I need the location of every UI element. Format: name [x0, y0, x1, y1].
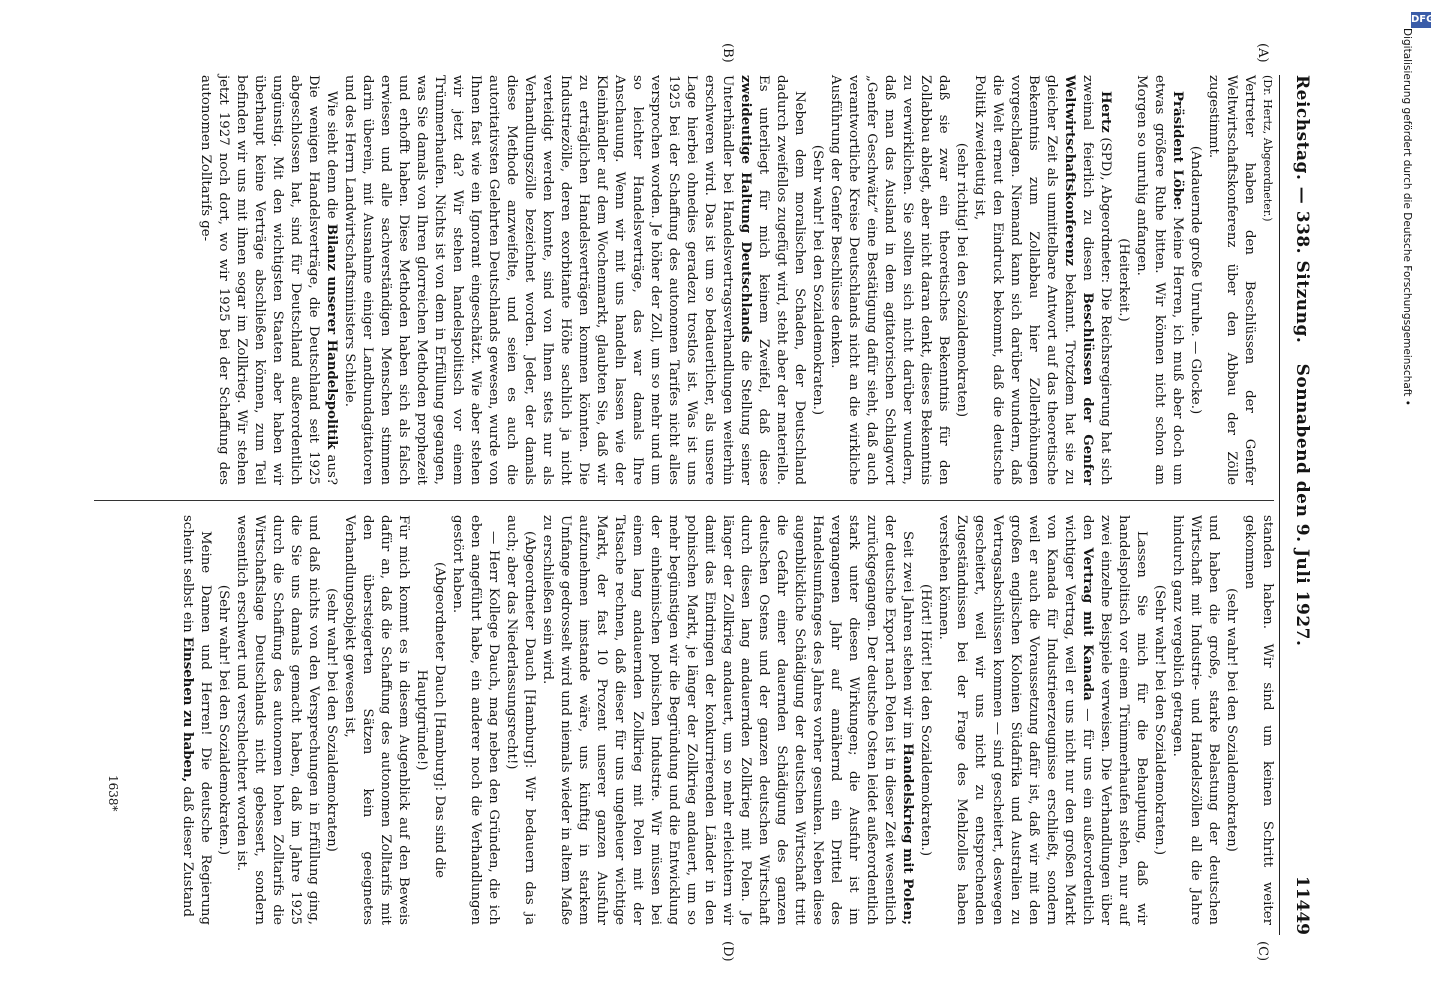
interjection: (Sehr wahr! bei den Sozialdemokraten.): [810, 144, 825, 416]
interjection: (sehr richtig! bei den Sozialdemokraten): [954, 142, 969, 418]
speaker-name: Hertz: [1098, 91, 1113, 133]
emphasis: Beschlüssen der Genfer Weltwirtschaftskonferenz: [1062, 75, 1095, 485]
interjection: (Hört! Hört! bei den Sozialdemokraten.): [918, 583, 933, 857]
header-session: Reichstag. — 338. Sitzung.: [1292, 75, 1312, 344]
emphasis: Handelskrieg mit Polen;: [900, 743, 915, 925]
emphasis: Einsehen zu haben,: [180, 636, 195, 783]
interjection: (Sehr wahr! bei den Sozialdemokraten.): [1152, 584, 1167, 856]
interjection: (Abgeordneter Dauch [Hamburg]: Wir bedauern das ja auch; aber das Niederlassungsrecht!): [504, 515, 537, 925]
paragraph: standen haben. Wir sind um keinen Schritt weiter gekommen: [1242, 515, 1275, 925]
emphasis: Bilanz unserer Handelspolitik: [324, 223, 339, 450]
paragraph: Meine Damen und Herren! Die deutsche Regierung scheint selbst ein Einsehen zu haben, daß dieser Zustand: [180, 515, 213, 925]
interjection: (Heiterkeit.): [1116, 238, 1131, 322]
interjection: (Abgeordneter Dauch [Hamburg]: Das sind die Hauptgründe!): [414, 562, 447, 878]
margin-mark-c: (C): [1255, 941, 1270, 962]
paragraph: Präsident Löbe: Meine Herren, ich muß aber doch um etwas größere Ruhe bitten. Wir können nicht schon am Morgen so unruhig anfangen.: [1134, 75, 1185, 485]
header-page-number: 11449: [1292, 875, 1312, 935]
dfg-credit-text: Digitalisierung gefördert durch die Deutsche Forschungsgemeinschaft •: [1401, 28, 1413, 406]
paragraph: Hertz (SPD), Abgeordneter: Die Reichsregierung hat sich zweimal feierlich zu diesen Beschlüssen der Genfer Weltwirtschaftskonferenz bekannt. Trotzdem hat sie zu gleicher Zeit als unmittelbare Antwort auf das theoretische Bekenntnis zum Zollabbau hier Zollerhöhungen vorgeschlagen. Niemand kann sich darüber wundern, daß die Welt erneut den Eindruck bekommt, daß die deutsche Politik zweideutig ist,: [972, 75, 1113, 485]
margin-mark-b: (B): [720, 43, 735, 63]
dfg-sidebar: [1401, 8, 1434, 908]
interjection: (sehr wahr! bei den Sozialdemokraten): [1224, 588, 1239, 852]
column-divider: [94, 500, 1274, 501]
interjection: (sehr wahr! bei den Sozialdemokraten): [324, 588, 339, 852]
right-column: [178, 515, 1276, 925]
paragraph: Wie sieht denn die Bilanz unserer Handelspolitik aus? Die wenigen Handelsverträge, die Deutschland seit 1925 abgeschlossen hat, sind für Deutschland außerordentlich ungünstig. Mit den wichtigsten Staaten aber haben wir überhaupt keine Verträge abschließen können, zum Teil befinden wir uns mit ihnen sogar im Zollkrieg. Wir stehen jetzt 1927 noch dort, wo wir 1925 bei der Schaffung des autonomen Zolltarifs ge-: [198, 75, 339, 485]
paragraph: und daß nichts von den Versprechungen in Erfüllung ging, die Sie uns damals gemacht haben, daß im Jahre 1925 durch die Schaffung des autonomen hohen Zolltarifs die Wirtschaftslage Deutschlands nicht gebessert, sondern wesentlich erschwert und verschlechtert worden ist.: [234, 515, 321, 925]
rotated-document-page: [80, 43, 1320, 962]
speaker-name: Präsident Löbe:: [1170, 91, 1185, 211]
emphasis: zweideutige Haltung Deutschlands: [738, 75, 753, 343]
paragraph: Lassen Sie mich für die Behauptung, daß wir handelspolitisch vor einem Trümmerhaufen stehen, nur auf zwei einzelne Beispiele verweisen. Die Verhandlungen über den Vertrag mit Kanada — für uns ein außerordentlich wichtiger Vertrag, weil er uns nicht nur den großen Markt von Kanada für Industrieerzeugnisse erschließt, sondern weil er auch die Voraussetzung dafür ist, daß wir mit den großen englischen Kolonien Südafrika und Australien zu Vertragsabschlüssen kommen — sind gescheitert, deswegen gescheitert, weil wir uns nicht zu entsprechenden Zugeständnissen bei der Frage des Mehlzolles haben verstehen können.: [936, 515, 1149, 926]
paragraph: Für mich kommt es in diesem Augenblick auf den Beweis dafür an, daß die Schaffung des autonomen Zolltarifs mit den übersteigerten Sätzen kein geeignetes Verhandlungsobjekt gewesen ist,: [342, 515, 411, 925]
left-column: [196, 75, 1276, 485]
paragraph: — Herr Kollege Dauch, mag neben den Gründen, die ich eben angeführt habe, ein anderer noch die Verhandlungen gestört haben.: [450, 515, 501, 925]
margin-mark-d: (D): [720, 941, 735, 962]
paragraph: Neben dem moralischen Schaden, der Deutschland dadurch zweifellos zugefügt wird, steht aber der materielle. Es unterliegt für mich keinem Zweifel, daß diese zweideutige Haltung Deutschlands die Stellung seiner Unterhändler bei Handelsvertragsverhandlungen weiterhin erschweren wird. Das ist um so bedauerlicher, als unsere Lage hierbei ohnedies geradezu trostlos ist. Was ist uns 1925 bei der Schaffung des autonomen Tarifes nicht alles versprochen worden. Je höher der Zoll, um so mehr und um so leichter Handelsverträge, das war damals Ihre Anschauung. Wenn wir mit uns handeln lassen wie der Kleinhändler auf dem Wochenmarkt, glaubten Sie, daß wir zu erträglichen Handelsverträgen kommen könnten. Die Industriezölle, deren exorbitante Höhe sachlich ja nicht verteidigt werden konnte, sind von Ihnen stets nur als Verhandlungszölle bezeichnet worden. Jeder, der damals diese Methode anzweifelte, und seien es auch die autoritativsten Gelehrten Deutschlands gewesen, wurde von Ihnen fast wie ein Ignorant eingeschätzt. Wie aber stehen wir jetzt da? Wir stehen handelspolitisch vor einem Trümmerhaufen. Nichts ist von dem in Erfüllung gegangen, was Sie damals von Ihren glorreichen Methoden prophezeit und erhofft haben. Diese Methoden haben sich als falsch erwiesen und alle sachverständigen Menschen stimmen darin überein, mit Ausnahme einiger Landbundagitatoren und des Herrn Landwirtschaftsministers Schiele.: [342, 75, 807, 485]
paragraph: Seit zwei Jahren stehen wir im Handelskrieg mit Polen; der deutsche Export nach Polen ist in dieser Zeit wesentlich zurückgegangen. Der deutsche Osten leidet außerordentlich stark unter diesen Wirkungen; die Ausfuhr ist im vergangenen Jahr auf annähernd ein Drittel des Handelsumfanges des Jahres vorher gesunken. Neben diese augenblickliche Schädigung der deutschen Wirtschaft tritt die Gefahr einer dauernden Schädigung des ganzen deutschen Ostens und der ganzen deutschen Wirtschaft durch diesen lang andauernden Zollkrieg mit Polen. Je länger der Zollkrieg andauert, um so mehr erleichtern wir damit das Eindringen der konkurrierenden Länder in den polnischen Markt, je länger der Zollkrieg andauert, um so mehr begünstigen wir die Begründung und die Entwicklung der einheimischen polnischen Industrie. Wir müssen bei einem lang andauernden Zollkrieg mit Polen mit der Tatsache rechnen, daß dieser für uns ungeheuer wichtige Markt, der fast 10 Prozent unserer ganzen Ausfuhr aufzunehmen imstande wäre, uns künftig in starkem Umfange gedrosselt wird und niemals wieder in altem Maße zu erschließen sein wird.: [540, 515, 915, 925]
emphasis: Vertrag mit Kanada: [1080, 547, 1095, 701]
interjection: (Andauernde große Unruhe. — Glocke.): [1188, 145, 1203, 415]
page-header: [1279, 75, 1320, 935]
paragraph: daß sie zwar ein theoretisches Bekenntnis für den Zollabbau ablegt, aber nicht daran denkt, dieses Bekenntnis zu verwirklichen. Sie sollten sich nicht darüber wundern, daß man das Ausland in dem agitatorischen Schlagwort „Genfer Geschwätz“ eine Bestätigung dafür sieht, daß auch verantwortliche Kreise Deutschlands nicht an die wirkliche Ausführung der Genfer Beschlüsse denken.: [828, 75, 951, 485]
margin-mark-a: (A): [1255, 43, 1270, 63]
paragraph: und haben die große, starke Belastung der deutschen Wirtschaft mit Industrie- und Handelszöllen all die Jahre hindurch ganz vergeblich getragen.: [1170, 515, 1221, 925]
speaker-tag: (Dr. Hertz, Abgeordneter.): [1261, 75, 1274, 222]
interjection: (Sehr wahr! bei den Sozialdemokraten.): [216, 584, 231, 856]
dfg-logo: DFG: [1411, 12, 1431, 28]
header-date: Sonnabend den 9. Juli 1927.: [1292, 363, 1312, 647]
paragraph: Vertreter haben den Beschlüssen der Genfer Weltwirtschaftskonferenz über den Abbau der Zölle zugestimmt.: [1206, 75, 1257, 485]
page-footer-signature: 1638*: [106, 775, 120, 812]
